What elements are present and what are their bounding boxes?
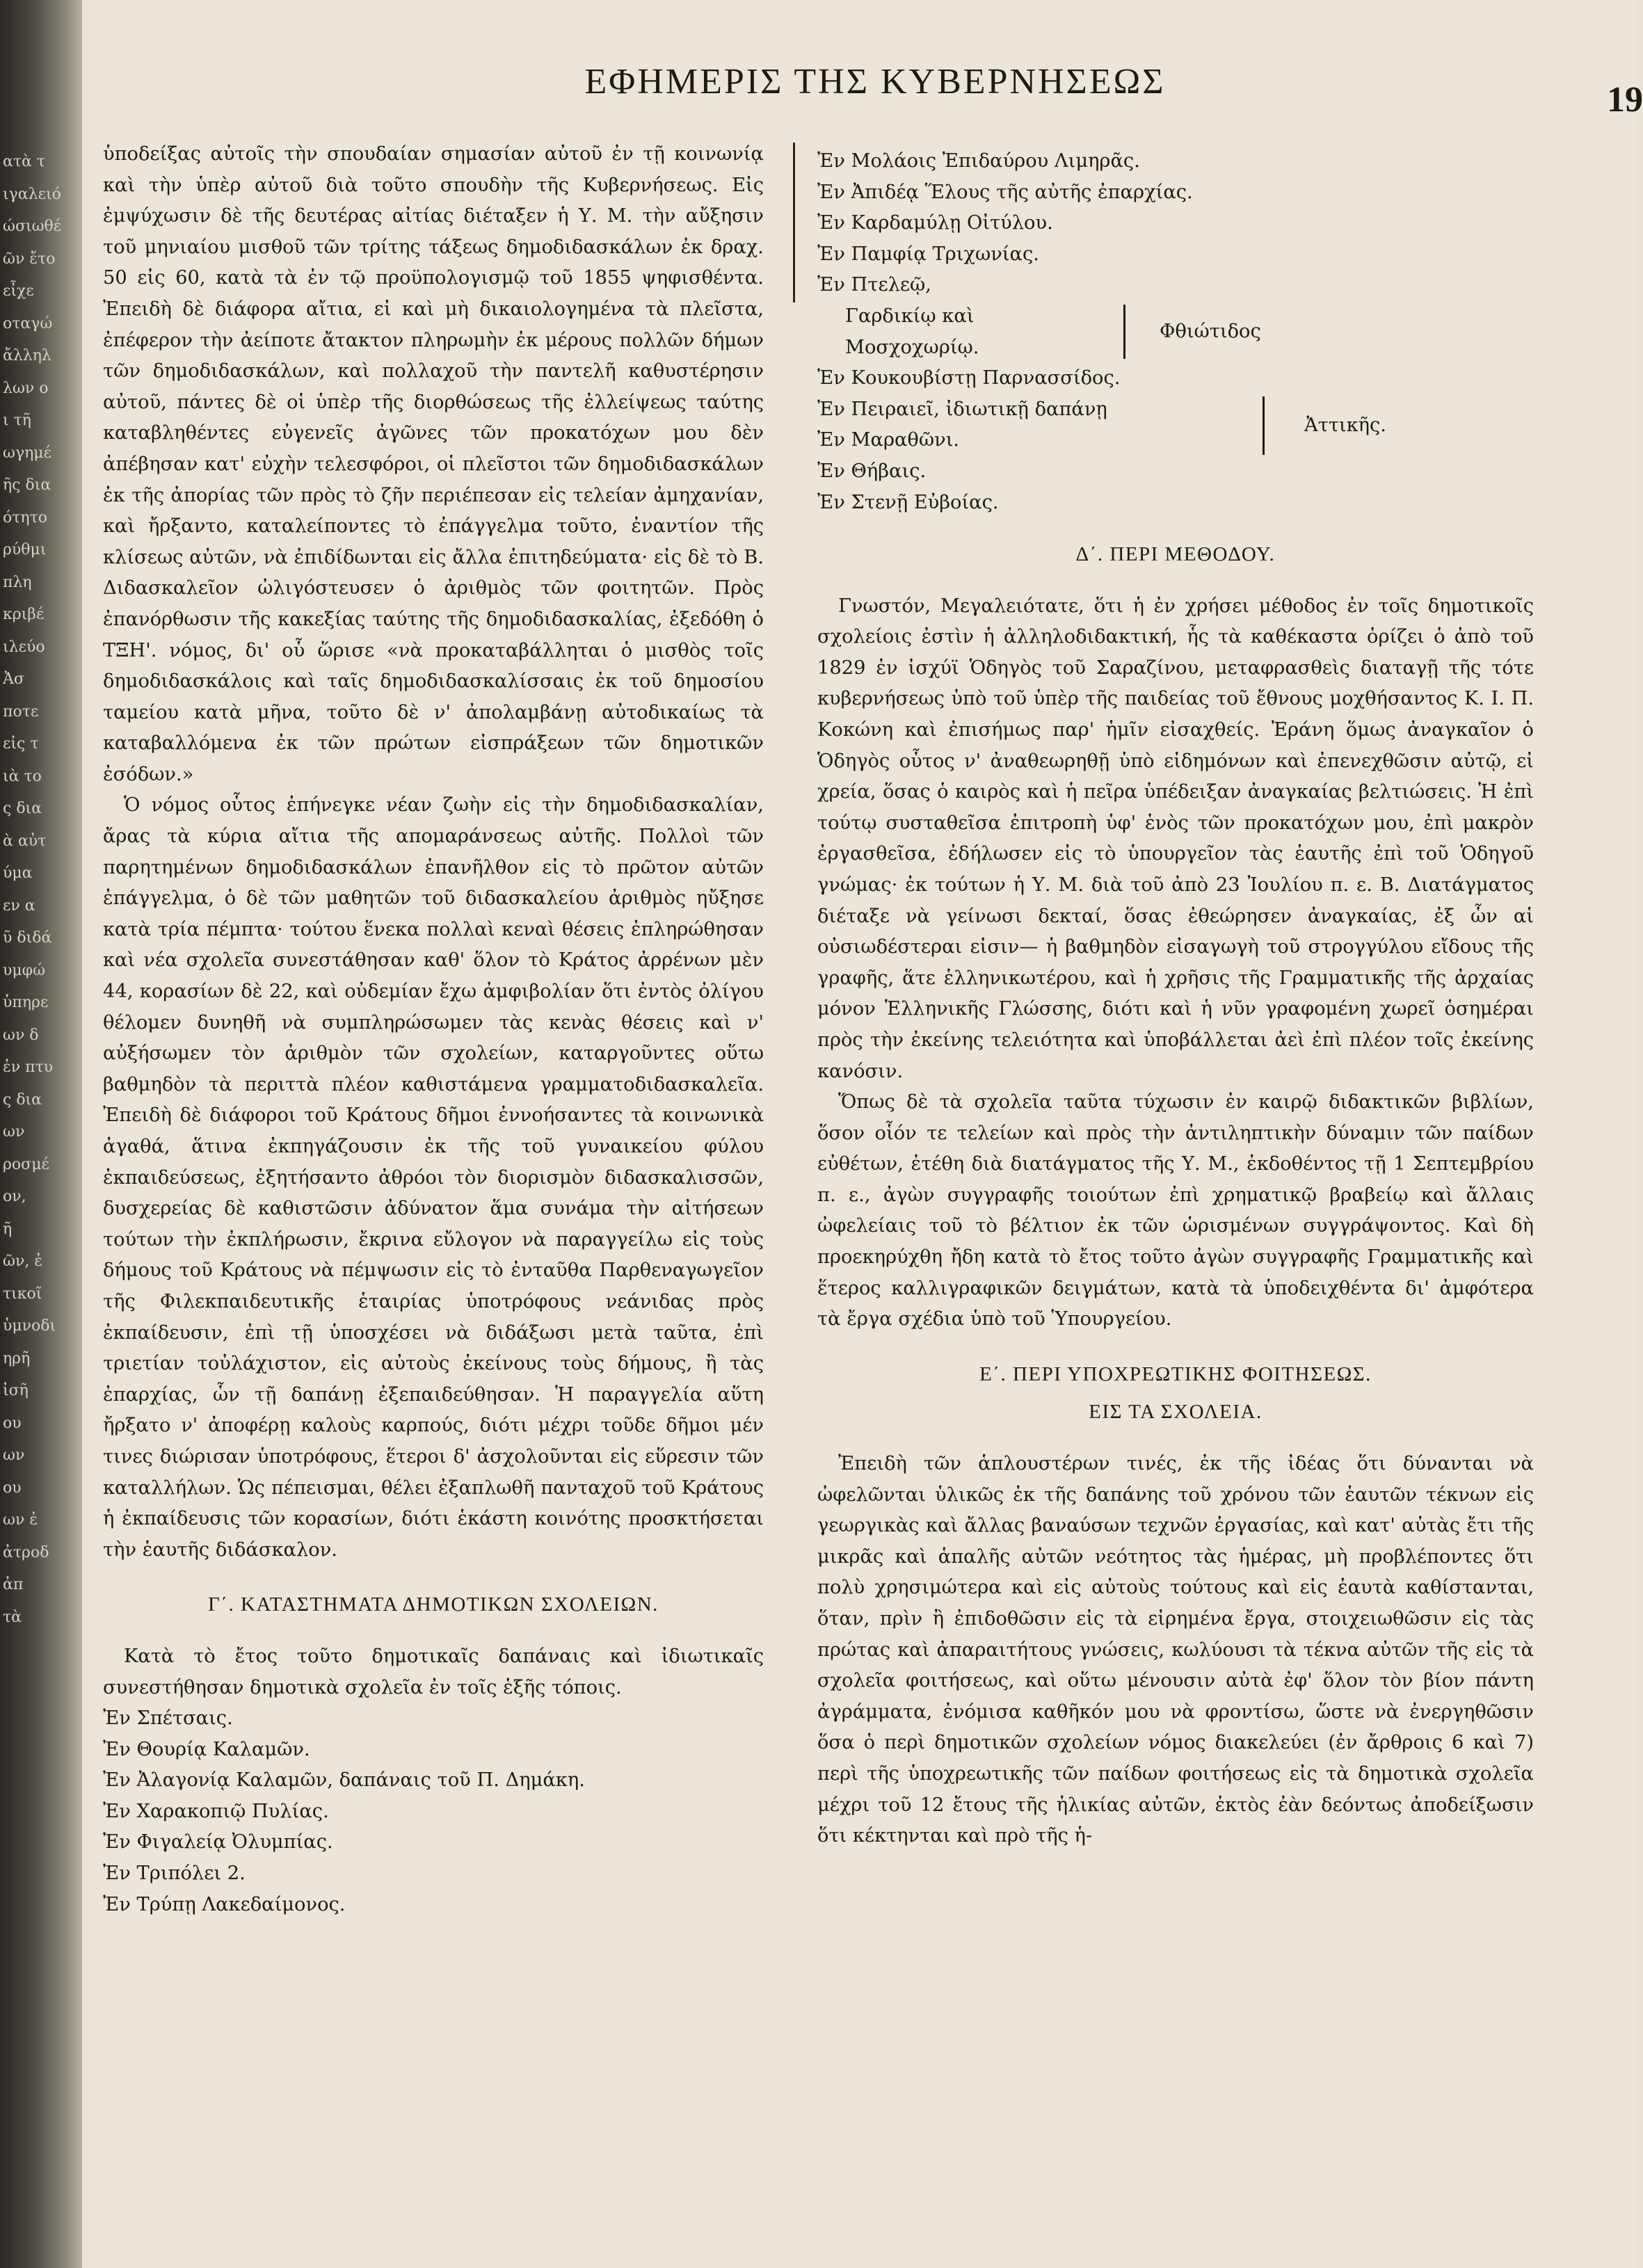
paragraph: Ὁ νόμος οὗτος ἐπήνεγκε νέαν ζωὴν εἰς τὴν δημοδιδασκαλίαν, ἄρας τὰ κύρια αἴτια τῆς απομαράνσεως αὐτῆς. Πολλοὶ τῶν παρητημένων δημοδιδασκάλων ἐπανῆλθον εἰς τὸ πρῶτον αὐτῶν ἐπάγγελμα, ὁ δὲ τῶν μαθητῶν τοῦ διδασκαλείου ἀριθμὸς ηὔξησε κατὰ τρία πέμπτα· τούτου ἕνεκα πολλαὶ κεναὶ θέσεις ἐπληρώθησαν καὶ νέα σχολεῖα συνεστάθησαν καθ' ὅλον τὸ Κράτος ἀρρένων μὲν 44, κορασίων δὲ 22, καὶ οὐδεμίαν ἔχω ἀμφιβολίαν ὅτι ἐντὸς ὀλίγου θέλομεν δυνηθῆ νὰ συμπληρώσωμεν τὰς κενὰς θέσεις καὶ ν' αὐξήσωμεν τὸν ἀριθμὸν τῶν σχολείων, καταργοῦντες οὕτω βαθμηδὸν τὰ περιττὰ πλέον καθιστάμενα γραμματοδιδασκαλεῖα. Ἐπειδὴ δὲ διάφοροι τοῦ Κράτους δῆμοι ἐννοήσαντες τὰ κοινωνικὰ ἀγαθά, ἅτινα ἐκπηγάζουσιν ἐκ τῆς τοῦ γυναικείου φύλου ἐκπαιδεύσεως, ἐξητήσαντο ἀθρόοι τὸν διορισμὸν διδασκαλισσῶν, δυσχερείας δὲ καθιστῶσιν ἀδύνατον ἅμα συνάμα τὴν αἰτήσεων τούτων τὴν ἐκπλήρωσιν, ἔκρινα εὔλογον νὰ παραγγείλω εἰς τοὺς δήμους τοῦ Κράτους νὰ πέμψωσιν εἰς τὸ ἐνταῦθα Παρθεναγωγεῖον τῆς Φιλεκπαιδευτικῆς ἑταιρίας ὑποτρόφους νεάνιδας πρὸς ἐκπαίδευσιν, ἐπὶ τῇ ὑποσχέσει νὰ διδάξωσι μετὰ ταῦτα, ἐπὶ τριετίαν τοὐλάχιστον, εἰς αὐτοὺς ἐκείνους τοὺς δήμους, ἢ τὰς ἐπαρχίας, ὧν τῇ δαπάνῃ ἐξεπαιδεύθησαν. Ἡ παραγγελία αὕτη ἤρξατο ν' ἀποφέρῃ καλοὺς καρπούς, διότι μέχρι τοῦδε δῆμοι μέν τινες διώρισαν ὑποτρόφους, ἕτεροι δ' ἀσχολοῦνται εἰς εὕρεσιν τῶν καταλλήλων. Ὡς πέπεισμαι, θέλει ἐξαπλωθῆ πανταχοῦ τοῦ Κράτους ἡ ἐκπαίδευσις τῶν κορασίων, διότι ἑκάστη κοινότης προσκτήσεται τὴν ἑαυτῆς διδάσκαλον. [103, 794, 764, 1561]
margin-fragment: ατὰ τ [3, 153, 46, 170]
list-item: Ἐν Μαραθῶνι. [817, 429, 960, 451]
section-heading-gamma: Γ΄. ΚΑΤΑΣΤΗΜΑΤΑ ΔΗΜΟΤΙΚΩΝ ΣΧΟΛΕΙΩΝ. [208, 1593, 659, 1616]
margin-fragment: ὰ αὐτ [3, 832, 47, 850]
margin-fragment: ς δια [3, 1091, 42, 1109]
list-item: Ἐν Ἀπιδέᾳ Ἕλους τῆς αὐτῆς ἐπαρχίας. [817, 181, 1193, 203]
margin-fragment: ων [3, 1123, 25, 1141]
grouping-brace [1263, 396, 1265, 455]
margin-fragment: ηρῆ [3, 1349, 31, 1367]
grouping-brace [1123, 305, 1125, 359]
margin-fragment: ιγαλειό [3, 185, 61, 203]
section-heading-epsilon: Ε΄. ΠΕΡΙ ΥΠΟΧΡΕΩΤΙΚΗΣ ΦΟΙΤΗΣΕΩΣ. [979, 1362, 1372, 1385]
margin-fragment: ιλεύο [3, 638, 45, 656]
margin-fragment: ου [3, 1414, 22, 1432]
right-column [817, 146, 1534, 2205]
margin-fragment: ἀπ [3, 1576, 24, 1593]
margin-fragment: ς δια [3, 800, 42, 817]
margin-fragment: ὑπηρε [3, 994, 49, 1011]
margin-fragment: τὰ [3, 1608, 22, 1626]
list-item: Ἐν Πειραιεῖ, ἰδιωτικῇ δαπάνῃ [817, 398, 1107, 420]
margin-fragment: ἰσῆ [3, 1382, 29, 1399]
margin-fragment: τικοῖ [3, 1285, 42, 1303]
margin-fragment: ροσμέ [3, 1155, 49, 1173]
margin-fragment: ῆ [3, 1220, 13, 1238]
running-head: ΕΦΗΜΕΡΙΣ ΤΗΣ ΚΥΒΕΡΝΗΣΕΩΣ [584, 62, 1166, 102]
list-item: Ἐν Χαρακοπιῷ Πυλίας. [103, 1800, 329, 1822]
list-item: Ἐν Τριπόλει 2. [103, 1863, 246, 1885]
list-item: Ἐν Στενῇ Εὐβοίας. [817, 491, 999, 513]
margin-fragment: ἄλληλ [3, 347, 51, 364]
section-intro: Κατὰ τὸ ἔτος τοῦτο δημοτικαῖς δαπάναις καὶ ἰδιωτικαῖς συνεστήθησαν δημοτικὰ σχολεῖα ἐν τοῖς ἑξῆς τόποις. [103, 1645, 764, 1698]
margin-fragment: ρύθμι [3, 541, 47, 558]
margin-fragment: λων ο [3, 379, 49, 397]
paragraph: ὑποδείξας αὐτοῖς τὴν σπουδαίαν σημασίαν αὐτοῦ ἐν τῇ κοινωνίᾳ καὶ τὴν ὑπὲρ αὐτοῦ διὰ τοῦτο σπουδὴν τῆς Κυβερνήσεως. Εἰς ἐμψύχωσιν δὲ τῆς δευτέρας αἰτίας διέταξεν ἡ Υ. Μ. τὴν αὔξησιν τοῦ μηνιαίου μισθοῦ τῶν τρίτης τάξεως δημοδιδασκάλων ἐκ δραχ. 50 εἰς 60, κατὰ τὰ ἐν τῷ προϋπολογισμῷ τοῦ 1855 ψηφισθέντα. Ἐπειδὴ δὲ διάφορα αἴτια, εἰ καὶ μὴ δικαιολογημένα τὰ πλεῖστα, ἐπέφερον τὴν ἀείποτε ἄτακτον πληρωμὴν ἐκ μέρους πολλῶν δήμων τῶν δημοδιδασκάλων, καὶ πολλαχοῦ τὴν παντελῆ καθυστέρησιν αὐτοῦ, πάντες δὲ οἱ ὑπὲρ τῆς διορθώσεως τῆς ἐλλείψεως ταύτης καταβληθέντες εὐγενεῖς ἀγῶνες τῶν προκατόχων μου δὲν ἀπέβησαν κατ' εὐχὴν τελεσφόροι, οἱ πλεῖστοι τῶν δημοδιδασκάλων ἐκ τῆς ἀπορίας τῶν πρὸς τὸ ζῆν περιέπεσαν εἰς τελείαν ἀμηχανίαν, καὶ ἤρξαντο, καταλείποντες τὸ ἐπάγγελμα τοῦτο, ἐναντίον τῆς κλίσεως αὐτῶν, νὰ ἐπιδίδωνται εἰς ἄλλα ἐπιτηδεύματα· εἰς δὲ τὸ Β. Διδασκαλεῖον ὠλιγόστευσεν ὁ ἀριθμὸς τῶν φοιτητῶν. Πρὸς ἐπανόρθωσιν τῆς κακεξίας ταύτης τῆς δημοδιδασκαλίας, ἐξεδόθη ὁ ΤΞΗ'. νόμος, δι' οὗ ὥρισε «νὰ προκαταβάλληται ὁ μισθὸς τοῖς δημοδιδασκάλοις καὶ ταῖς δημοδιδασκαλίσσαις ἐκ τοῦ δημοσίου ταμείου κατὰ μῆνα, τοῦτο δὲ ν' ἀπολαμβάνῃ αὐτοδικαίως τὰ καταβαλλόμενα ἐκ τῶν πρώτων εἰσπράξεων τῶν δημοτικῶν ἐσόδων.» [103, 143, 764, 785]
margin-fragment: ι τῆ [3, 412, 31, 429]
list-item: Ἐν Σπέτσαις. [103, 1707, 233, 1730]
group-label: Φθιώτιδος [1160, 321, 1261, 342]
margin-fragment: εἶχε [3, 282, 34, 300]
previous-page-margin [0, 146, 82, 2128]
list-item: Ἐν Μολάοις Ἐπιδαύρου Λιμηρᾶς. [817, 150, 1140, 172]
column-rule [793, 143, 795, 303]
margin-fragment: ὑμνοδι [3, 1317, 56, 1335]
margin-fragment: ων δ [3, 1026, 39, 1044]
list-item: Ἐν Θήβαις. [817, 460, 927, 482]
margin-fragment: ύμα [3, 864, 33, 882]
margin-fragment: ῆς δια [3, 476, 51, 494]
page-number: 19 [1607, 80, 1643, 120]
margin-fragment: ῶν ἔτο [3, 250, 56, 268]
list-item: Ἐν Πτελεῷ, [817, 274, 931, 296]
margin-fragment: ποτε [3, 702, 39, 721]
margin-fragment: ώσιωθέ [3, 218, 62, 235]
margin-fragment: ῦ διδά [3, 929, 52, 947]
margin-fragment: ων ἐ [3, 1511, 38, 1529]
paragraph: Γνωστόν, Μεγαλειότατε, ὅτι ἡ ἐν χρήσει μέθοδος ἐν τοῖς δημοτικοῖς σχολείοις ἐστὶν ἡ ἀλληλοδιδακτική, ἧς τὰ καθέκαστα ὁρίζει ὁ ἀπὸ τοῦ 1829 ἐν ἰσχύϊ Ὁδηγὸς τοῦ Σαραζίνου, μεταφρασθεὶς διαταγῇ τῆς τότε κυβερνήσεως ὑπὸ τοῦ ὑπὲρ τῆς παιδείας τοῦ ἔθνους μοχθήσαντος Κ. Ι. Π. Κοκώνη καὶ ἐπισήμως παρ' ἡμῖν εἰσαχθείς. Ἐράνη ὅμως ἀναγκαῖον ὁ Ὁδηγὸς οὗτος ν' ἀναθεωρηθῇ ὑπὸ εἰδημόνων καὶ ἐπενεχθῶσιν αὐτῷ, εἰ χρεία, ὅσας ὁ καιρὸς καὶ ἡ πεῖρα ὑπέδειξαν ἀναγκαίας βελτιώσεις. Ἡ ἐπὶ τούτῳ συσταθεῖσα ἐπιτροπὴ ὑφ' ἑνὸς τῶν προκατόχων μου, ἐπὶ μακρὸν ἐργασθεῖσα, ἐδήλωσεν εἰς τὸ ὑπουργεῖον τὰς ἑαυτῆς ἐπὶ τοῦ Ὁδηγοῦ γνώμας· ἐκ τούτων ἡ Υ. Μ. διὰ τοῦ ἀπὸ 23 Ἰουλίου π. ε. Β. Διατάγματος διέταξε νὰ γείνωσι δεκταί, ὅσας ἐθεώρησεν ἀναγκαίας, ἐξ ὧν αἱ οὐσιωδέστεραι εἰσιν— ἡ βαθμηδὸν εἰσαγωγὴ τοῦ στρογγύλου εἴδους τῆς γραφῆς, ἅτε ἑλληνικωτέρου, καὶ ἡ χρῆσις τῆς Γραμματικῆς τῆς ἀρχαίας μόνον Ἑλληνικῆς Γλώσσης, διότι καὶ ἡ νῦν γραφομένη χωρεῖ ὁσημέραι πρὸς τὴν ἐκείνης τελειότητα καὶ ὑποβάλλεται ἀεὶ ἐπὶ πλέον τοῖς ἐκείνης κανόσιν. [817, 595, 1534, 1082]
list-item: Ἐν Τρύπῃ Λακεδαίμονος. [103, 1893, 346, 1915]
list-item: Γαρδικίῳ καὶ [845, 305, 975, 327]
section-heading-delta: Δ΄. ΠΕΡΙ ΜΕΘΟΔΟΥ. [1075, 543, 1276, 565]
group-label: Ἀττικῆς. [1304, 415, 1386, 436]
school-locations-list-continued [817, 146, 1534, 518]
margin-fragment: πλη [3, 573, 32, 591]
left-column [103, 139, 764, 2198]
list-item: Ἐν Φιγαλείᾳ Ὀλυμπίας. [103, 1831, 333, 1853]
list-item: Ἐν Ἀλαγονίᾳ Καλαμῶν, δαπάναις τοῦ Π. Δημάκη. [103, 1769, 585, 1792]
list-item: Ἐν Θουρίᾳ Καλαμῶν. [103, 1738, 310, 1760]
margin-fragment: ον, [3, 1188, 26, 1205]
margin-fragment: εἰς τ [3, 735, 39, 753]
margin-fragment: ου [3, 1479, 22, 1497]
margin-fragment: υμφώ [3, 961, 46, 979]
school-locations-list [103, 1703, 764, 1920]
margin-fragment: ἐν πτυ [3, 1059, 54, 1076]
paragraph: Ἐπειδὴ τῶν ἁπλουστέρων τινές, ἐκ τῆς ἰδέας ὅτι δύνανται νὰ ὠφελῶνται ὑλικῶς ἐκ τῆς δαπάνης τοῦ χρόνου τῶν ἑαυτῶν τέκνων εἰς γεωργικὰς καὶ ἄλλας βαναύσων τεχνῶν ἐργασίας, καὶ κατ' αὐτὰς ἔτι τῆς μικρᾶς καὶ ἁπαλῆς αὐτῶν νεότητος τὰς ἡμέρας, μὴ προβλέποντες ὅτι πολὺ χρησιμώτερα καὶ εἰς αὐτοὺς τούτους καὶ εἰς ἑαυτὰ καθίστανται, ὅταν, πρὶν ἢ ἐπιδοθῶσιν εἰς τὰ εἰρημένα ἔργα, στοιχειωθῶσιν εἰς τὰς πρώτας καὶ ἀπαραιτήτους γνώσεις, κωλύουσι τὰ τέκνα αὐτῶν τῆς εἰς τὰ σχολεῖα φοιτήσεως, καὶ οὕτω μένουσιν αὐτὰ ἐφ' ὅλον τὸν βίον πάντη ἀγράμματα, ἐνόμισα καθῆκόν μου νὰ φροντίσω, ὥστε νὰ ἐνεργηθῶσιν ὅσα ὁ περὶ δημοτικῶν σχολείων νόμος διακελεύει (ἐν ἄρθροις 6 καὶ 7) περὶ τῆς ὑποχρεωτικῆς τῶν παίδων φοιτήσεως εἰς τὰ δημοτικὰ σχολεῖα μέχρι τοῦ 12 ἔτους τῆς ἡλικίας αὐτῶν, ἐκτὸς ἐὰν δεόντως ἀποδείξωσιν ὅτι κέκτηνται καὶ πρὸ τῆς ἡ- [817, 1453, 1534, 1847]
list-item: Ἐν Παμφίᾳ Τριχωνίας. [817, 243, 1039, 265]
margin-fragment: κριβέ [3, 606, 45, 623]
paragraph: Ὅπως δὲ τὰ σχολεῖα ταῦτα τύχωσιν ἐν καιρῷ διδακτικῶν βιβλίων, ὅσον οἷόν τε τελείων καὶ πρὸς τὴν ἀντιληπτικὴν δύναμιν τῶν παίδων εὐθέτων, ἐτέθη διὰ διατάγματος τῆς Υ. Μ., ἐκδοθέντος τῇ 1 Σεπτεμβρίου π. ε., ἀγὼν συγγραφῆς τοιούτων ἐπὶ χρηματικῷ βραβείῳ καὶ ἄλλαις ὠφελείαις τοῦ τὸ βέλτιον ἐκ τῶν ὡρισμένων συγγράψοντος. Καὶ δὴ προεκηρύχθη ἤδη κατὰ τὸ ἔτος τοῦτο ἀγὼν συγγραφῆς Γραμματικῆς καὶ ἕτερος καλλιγραφικῶν δειγμάτων, κατὰ τὰ ὑποδειχθέντα δι' ἀμφότερα τὰ ἔργα σχέδια ὑπὸ τοῦ Ὑπουργείου. [817, 1091, 1534, 1330]
margin-fragment: ων [3, 1447, 25, 1464]
margin-fragment: ἀτροδ [3, 1543, 49, 1561]
margin-fragment: οταγώ [3, 314, 53, 332]
list-item: Μοσχοχωρίῳ. [845, 336, 979, 358]
margin-fragment: Ἀσ [3, 670, 24, 688]
margin-fragment: εν α [3, 896, 35, 915]
section-heading-epsilon-sub: ΕΙΣ ΤΑ ΣΧΟΛΕΙΑ. [1089, 1401, 1263, 1424]
margin-fragment: ῶν, ἐ [3, 1253, 43, 1270]
list-item: Ἐν Κουκουβίστῃ Παρνασσίδος. [817, 367, 1121, 389]
margin-fragment: ωγημέ [3, 444, 51, 462]
margin-fragment: ότητο [3, 508, 48, 526]
list-item: Ἐν Καρδαμύλῃ Οἰτύλου. [817, 212, 1053, 234]
margin-fragment: ιὰ το [3, 767, 42, 785]
